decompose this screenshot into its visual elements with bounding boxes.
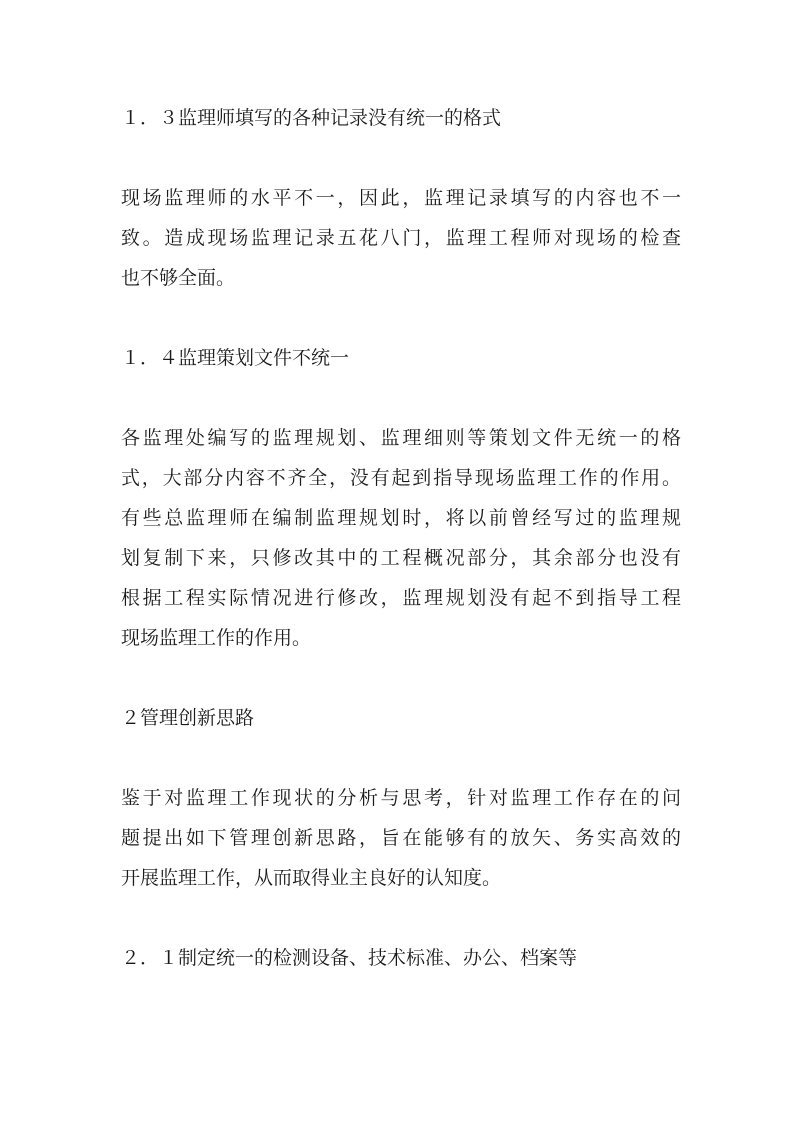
paragraph-line: 致。造成现场监理记录五花八门，监理工程师对现场的检查 <box>121 227 681 249</box>
section-heading-2-1: ２．１制定统一的检测设备、技术标准、办公、档案等 <box>121 947 578 969</box>
paragraph-line: 现场监理工作的作用。 <box>121 627 312 649</box>
paragraph-line: 现场监理师的水平不一，因此，监理记录填写的内容也不一 <box>121 187 681 209</box>
section-heading-1-3: １．３监理师填写的各种记录没有统一的格式 <box>121 107 502 129</box>
paragraph-line: 各监理处编写的监理规划、监理细则等策划文件无统一的格 <box>121 427 681 449</box>
paragraph-line: 式，大部分内容不齐全，没有起到指导现场监理工作的作用。 <box>121 467 681 489</box>
section-heading-2: ２管理创新思路 <box>121 707 255 729</box>
paragraph-line: 有些总监理师在编制监理规划时，将以前曾经写过的监理规 <box>121 507 681 529</box>
paragraph-line: 根据工程实际情况进行修改，监理规划没有起不到指导工程 <box>121 587 681 609</box>
paragraph-line: 划复制下来，只修改其中的工程概况部分，其余部分也没有 <box>121 547 681 569</box>
paragraph-line: 题提出如下管理创新思路，旨在能够有的放矢、务实高效的 <box>121 827 681 849</box>
section-heading-1-4: １．４监理策划文件不统一 <box>121 347 350 369</box>
paragraph-line: 也不够全面。 <box>121 267 236 289</box>
paragraph-line: 鉴于对监理工作现状的分析与思考，针对监理工作存在的问 <box>121 787 681 809</box>
paragraph-line: 开展监理工作，从而取得业主良好的认知度。 <box>121 867 502 889</box>
